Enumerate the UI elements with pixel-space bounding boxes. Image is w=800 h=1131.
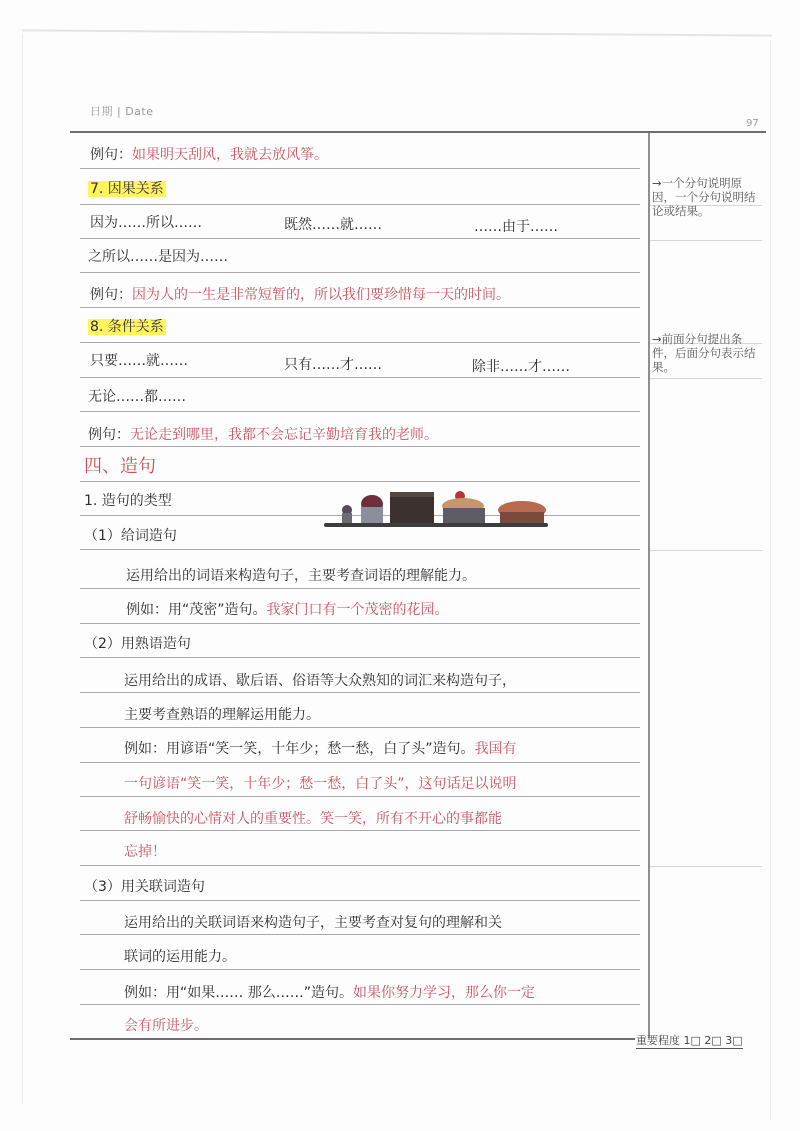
pattern: 既然……就…… [284, 217, 382, 233]
type1-title: （1）给词造句 [84, 528, 177, 544]
ruled-line [80, 830, 640, 831]
subheading-types: 1. 造句的类型 [84, 493, 172, 509]
paper-edge-right [770, 40, 771, 1120]
side-ruled-line [650, 240, 762, 241]
example-label: 例句： [90, 287, 132, 303]
example-sentence-line [90, 146, 328, 164]
example-label: 例句： [88, 427, 130, 443]
highlighted-title: 7. 因果关系 [90, 181, 164, 197]
ruled-line [80, 168, 640, 169]
ruled-line [80, 865, 640, 866]
example-text: 因为人的一生是非常短暂的，所以我们要珍惜每一天的时间。 [132, 287, 510, 303]
type2-description: 主要考查熟语的理解运用能力。 [124, 707, 320, 723]
type1-example-line [126, 601, 449, 619]
type3-description: 联词的运用能力。 [124, 949, 236, 965]
pattern: ……由于…… [474, 219, 558, 235]
footer-rule [70, 1038, 635, 1040]
ruled-line [80, 969, 640, 970]
example-label: 例句： [90, 147, 132, 163]
cupcake-small [342, 505, 352, 523]
example-text: 如果明天刮风，我就去放风筝。 [132, 147, 328, 163]
type2-description: 运用给出的成语、歇后语、俗语等大众熟知的词汇来构造句子， [124, 673, 516, 689]
header-rule [70, 131, 766, 133]
cupcake [361, 495, 383, 523]
pattern: 只有……才…… [284, 357, 382, 373]
example-sentence-line [88, 426, 438, 444]
type3-example-line [124, 984, 535, 1002]
ruled-line [80, 588, 640, 589]
side-note-causal: →一个分句说明原因，一个分句说明结论或结果。 [652, 176, 756, 218]
pattern: 除非……才…… [472, 359, 570, 375]
side-ruled-line [650, 550, 762, 551]
type1-description: 运用给出的词语来构造句子，主要考查词语的理解能力。 [126, 568, 476, 584]
paper-edge-top [22, 29, 772, 36]
example-text: 舒畅愉快的心情对人的重要性。笑一笑，所有不开心的事都能 [124, 811, 502, 827]
example-label: 例如：用谚语“笑一笑，十年少；愁一愁，白了头”造句。 [124, 741, 475, 757]
pie [498, 501, 546, 523]
chocolate-cake [390, 492, 434, 523]
ruled-line [80, 657, 640, 658]
paper-edge-left [22, 34, 23, 1104]
fruit-tart [442, 491, 485, 523]
example-text: 会有所进步。 [124, 1018, 208, 1034]
ruled-line [80, 446, 640, 447]
example-label: 例如：用“如果…… 那么……”造句。 [124, 985, 353, 1001]
pattern: 只要……就…… [90, 353, 188, 369]
ruled-line [80, 377, 640, 378]
pattern: 因为……所以…… [90, 215, 202, 231]
type3-description: 运用给出的关联词语来构造句子，主要考查对复句的理解和关 [124, 915, 502, 931]
section-heading-make-sentences: 四、造句 [84, 456, 156, 477]
ruled-line [80, 900, 640, 901]
section-title-conditional [88, 318, 166, 336]
side-note-conditional: →前面分句提出条件，后面分句表示结果。 [652, 332, 756, 374]
example-sentence-line [90, 286, 510, 304]
pattern: 无论……都…… [88, 389, 186, 405]
ruled-line [80, 796, 640, 797]
side-ruled-line [650, 378, 762, 379]
ruled-line [80, 411, 640, 412]
ruled-line [80, 549, 640, 550]
example-text: 一句谚语“笑一笑，十年少；愁一愁，白了头”，这句话足以说明 [124, 776, 517, 792]
highlighted-title: 8. 条件关系 [90, 319, 164, 335]
example-text: 无论走到哪里，我都不会忘记辛勤培育我的老师。 [130, 427, 438, 443]
type3-title: （3）用关联词造句 [84, 879, 205, 895]
ruled-line [80, 238, 640, 239]
ruled-line [80, 934, 640, 935]
ruled-line [80, 307, 640, 308]
illustration-shelf [324, 523, 548, 527]
ruled-line [80, 1004, 640, 1005]
ruled-line [80, 342, 640, 343]
example-text: 忘掉！ [124, 844, 166, 860]
importance-rating: 重要程度 1□ 2□ 3□ [636, 1034, 743, 1047]
ruled-line [80, 692, 640, 693]
ruled-line [80, 481, 640, 482]
ruled-line [80, 204, 640, 205]
side-ruled-line [650, 866, 762, 867]
example-text: 如果你努力学习，那么你一定 [352, 985, 535, 1001]
margin-rule [648, 133, 650, 1038]
section-title-causal [88, 180, 166, 198]
desserts-illustration [322, 486, 554, 530]
ruled-line [80, 762, 640, 763]
example-label: 例如：用“茂密”造句。 [126, 602, 267, 618]
example-text: 我国有 [474, 741, 517, 757]
header-date-label: 日期 | Date [90, 105, 154, 118]
pattern: 之所以……是因为…… [88, 249, 228, 265]
ruled-line [80, 623, 640, 624]
type2-title: （2）用熟语造句 [84, 636, 191, 652]
type2-example-line [124, 740, 517, 758]
example-text: 我家门口有一个茂密的花园。 [266, 602, 449, 618]
page-number: 97 [746, 118, 759, 129]
ruled-line [80, 727, 640, 728]
ruled-line [80, 272, 640, 273]
